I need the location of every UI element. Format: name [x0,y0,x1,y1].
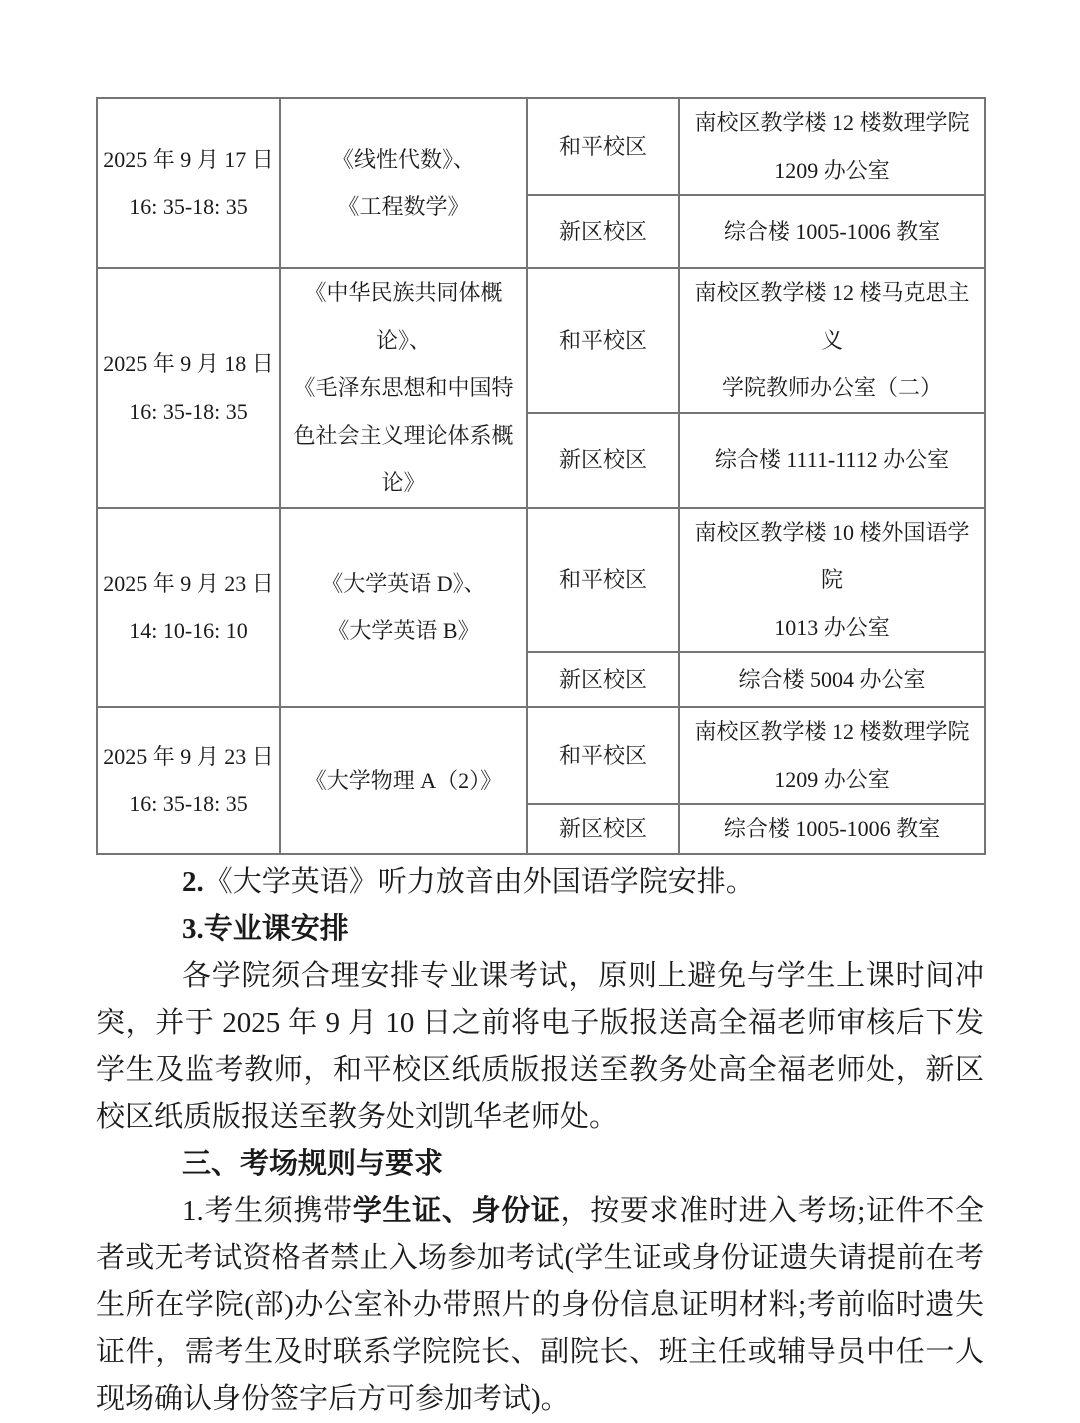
location-line: 综合楼 5004 办公室 [738,666,926,692]
location-line: 1209 办公室 [774,766,890,792]
campus-cell: 新区校区 [527,652,679,707]
campus-cell: 和平校区 [527,98,679,195]
paragraph-course-arrangement: 各学院须合理安排专业课考试，原则上避免与学生上课时间冲突，并于 2025 年 9 月 10 日之前将电子版报送高全福老师审核后下发学生及监考教师，和平校区纸质版报送至教务处高全福老师处，新区校区纸质版报送至教务处刘凯华老师处。 [96,959,984,1133]
exam-time: 16: 35-18: 35 [129,398,248,424]
location-line: 综合楼 1005-1006 教室 [723,218,941,244]
location-cell [679,195,985,268]
location-line: 综合楼 1111-1112 办公室 [714,447,950,473]
course-cell [280,508,527,708]
course-name: 《线性代数》、 [331,146,475,172]
location-line: 学院教师办公室（二） [721,375,942,401]
exam-time: 14: 10-16: 10 [129,618,248,644]
list-item-2 [96,859,984,906]
date-cell [97,268,280,508]
course-name: 《中华民族共同体概论》、 [304,280,503,353]
body-text [96,859,984,1423]
campus-cell: 新区校区 [527,413,679,508]
date-cell [97,508,280,708]
location-cell [679,707,985,804]
exam-time: 16: 35-18: 35 [129,194,248,220]
campus-cell: 和平校区 [527,268,679,413]
item-text: 《大学英语》听力放音由外国语学院安排。 [203,865,755,898]
campus-cell: 新区校区 [527,804,679,854]
course-name: 《毛泽东思想和中国特 [293,375,514,401]
campus-cell: 和平校区 [527,508,679,653]
location-line: 南校区教学楼 12 楼马克思主义 [694,280,970,353]
date-cell [97,98,280,268]
exam-date: 2025 年 9 月 23 日 [103,743,274,769]
exam-date: 2025 年 9 月 17 日 [103,146,274,172]
heading-item-3: 3.专业课安排 [182,912,349,945]
table-row [97,508,985,653]
course-cell [280,268,527,508]
table-row [97,268,985,413]
table-row [97,98,985,195]
campus-cell: 新区校区 [527,195,679,268]
date-cell [97,707,280,854]
exam-time: 16: 35-18: 35 [129,791,248,817]
course-name: 论》 [381,470,426,496]
document-page [96,0,984,1423]
table-row [97,707,985,804]
location-cell [679,804,985,854]
location-cell [679,98,985,195]
course-name: 《大学英语 D》、 [321,570,486,596]
course-cell [280,98,527,268]
location-line: 南校区教学楼 12 楼数理学院 [694,110,970,135]
paragraph-rule-1 [96,1188,984,1423]
rule-required-documents: 学生证、身份证 [352,1194,561,1227]
campus-cell: 和平校区 [527,707,679,804]
rule-text: ，按要求准时进入考场;证件不全者或无考试资格者禁止入场参加考试(学生证或身份证遗失请提前在考生所在学院(部)办公室补办带照片的身份信息证明材料;考前临时遗失证件，需考生及时联系学院院长、副院长、班主任或辅导员中任一人现场确认身份签字后方可参加考试)。 [96,1194,984,1415]
course-name: 《大学英语 B》 [327,618,480,644]
item-number: 2. [182,865,204,898]
location-cell [679,413,985,508]
course-name: 《大学物理 A（2）》 [304,767,503,793]
exam-date: 2025 年 9 月 23 日 [103,570,274,596]
course-cell [280,707,527,854]
location-line: 南校区教学楼 10 楼外国语学院 [694,519,970,593]
course-name: 《工程数学》 [337,194,470,220]
heading-section-3: 三、考场规则与要求 [182,1147,444,1180]
course-name: 色社会主义理论体系概 [293,422,514,448]
location-line: 1209 办公室 [774,157,890,183]
exam-date: 2025 年 9 月 18 日 [103,351,274,377]
location-cell [679,268,985,413]
location-line: 综合楼 1005-1006 教室 [723,816,941,842]
location-line: 南校区教学楼 12 楼数理学院 [694,719,970,745]
location-cell [679,652,985,707]
exam-schedule-table [96,97,986,855]
rule-text: 1.考生须携带 [182,1194,353,1227]
location-cell [679,508,985,653]
location-line: 1013 办公室 [774,614,890,640]
